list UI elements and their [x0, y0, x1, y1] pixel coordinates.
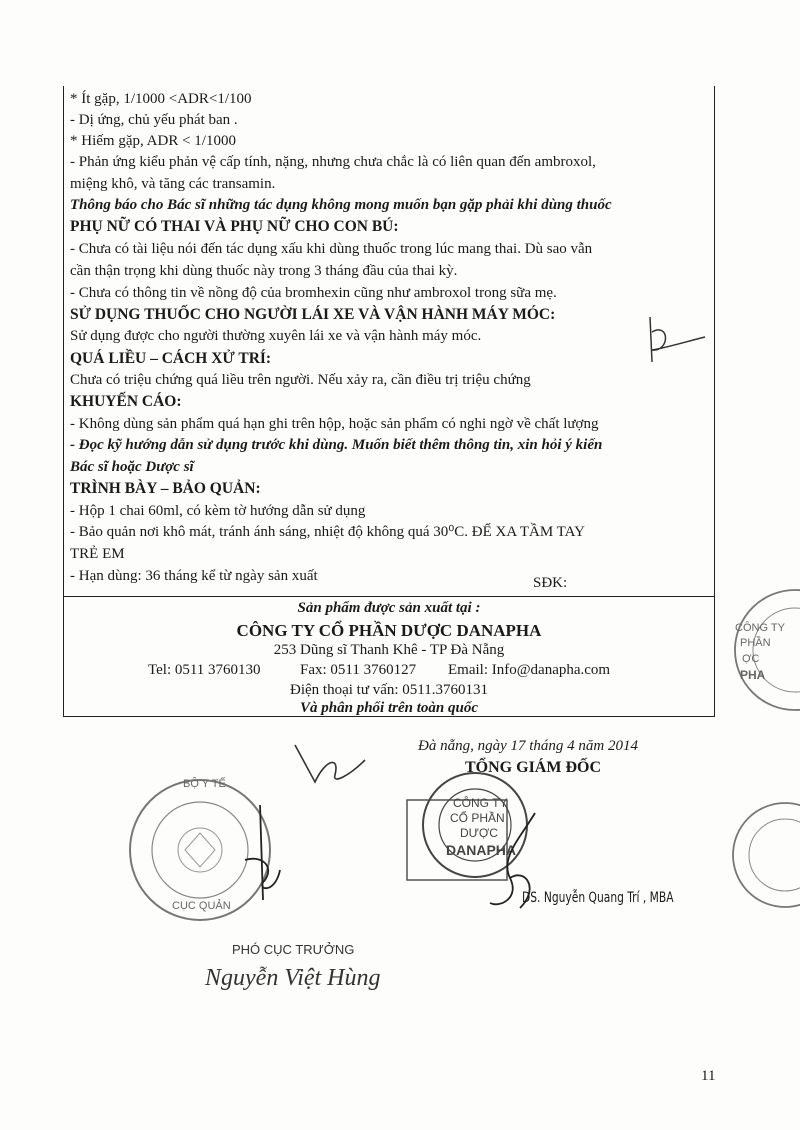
company-hotline: Điện thoại tư vấn: 0511.3760131 — [290, 682, 488, 698]
company-tel: Tel: 0511 3760130 — [148, 662, 261, 678]
body-text-line: TRẺ EM — [70, 546, 125, 562]
signing-title: TỔNG GIÁM ĐỐC — [465, 759, 601, 776]
body-text-line: - Đọc kỹ hướng dẫn sử dụng trước khi dùng. Muốn biết thêm thông tin, xin hỏi ý kiến — [70, 437, 603, 453]
right-stamp-line3: ỢC — [742, 653, 760, 665]
body-text-line: - Dị ứng, chủ yếu phát ban . — [70, 112, 238, 128]
body-text-line: Chưa có triệu chứng quá liều trên người. Nếu xảy ra, cần điều trị triệu chứng — [70, 372, 531, 388]
section-heading: PHỤ NỮ CÓ THAI VÀ PHỤ NỮ CHO CON BÚ: — [70, 218, 399, 235]
registration-label: SĐK: — [533, 575, 568, 591]
body-text-line: - Chưa có tài liệu nói đến tác dụng xấu khi dùng thuốc trong lúc mang thai. Dù sao vẫn — [70, 241, 593, 257]
company-email: Email: Info@danapha.com — [448, 662, 611, 678]
director-signature — [480, 808, 550, 918]
body-text-line: - Phản ứng kiểu phản vệ cấp tính, nặng, nhưng chưa chắc là có liên quan đến ambroxol, — [70, 154, 596, 170]
body-text-line: - Không dùng sản phẩm quá hạn ghi trên hộp, hoặc sản phẩm có nghi ngờ về chất lượng — [70, 416, 599, 432]
page-number: 11 — [701, 1068, 716, 1084]
ministry-signature — [235, 800, 285, 910]
section-divider — [63, 596, 715, 597]
company-stamp-line1: CÔNG TY — [453, 796, 508, 810]
initial-signature-mark — [640, 312, 710, 372]
body-text-line: Sử dụng được cho người thường xuyên lái xe và vận hành máy móc. — [70, 328, 482, 344]
right-edge-stamp — [715, 585, 800, 715]
company-address: 253 Dũng sĩ Thanh Khê - TP Đà Nẵng — [273, 642, 505, 658]
manufacturer-intro: Sản phẩm được sản xuất tại : — [297, 600, 481, 616]
body-text-line: Thông báo cho Bác sĩ những tác dụng không mong muốn bạn gặp phải khi dùng thuốc — [70, 197, 612, 213]
distribution-note: Và phân phối trên toàn quốc — [300, 700, 478, 716]
body-text-line: cần thận trọng khi dùng thuốc này trong 3 tháng đầu của thai kỳ. — [70, 263, 458, 279]
right-lower-stamp — [690, 800, 800, 910]
body-text-line: * Hiếm gặp, ADR < 1/1000 — [70, 133, 236, 149]
right-stamp-line1: CÔNG TY — [735, 622, 785, 634]
body-text-line: * Ít gặp, 1/1000 <ADR<1/100 — [70, 91, 252, 107]
body-text-line: - Hạn dùng: 36 tháng kể từ ngày sản xuất — [70, 568, 318, 584]
company-fax: Fax: 0511 3760127 — [300, 662, 417, 678]
ministry-stamp-bottom: CỤC QUẢN — [172, 900, 231, 912]
ministry-signature-name: Nguyễn Việt Hùng — [205, 965, 381, 991]
company-name: CÔNG TY CỔ PHẦN DƯỢC DANAPHA — [236, 621, 542, 640]
body-text-line: miệng khô, và tăng các transamin. — [70, 176, 276, 192]
section-heading: TRÌNH BÀY – BẢO QUẢN: — [70, 480, 261, 497]
signing-date: Đà nẵng, ngày 17 tháng 4 năm 2014 — [418, 738, 638, 754]
handwritten-check-mark — [290, 740, 370, 790]
section-heading: KHUYẾN CÁO: — [70, 393, 182, 410]
section-heading: SỬ DỤNG THUỐC CHO NGƯỜI LÁI XE VÀ VẬN HÀNH MÁY MÓC: — [70, 306, 556, 323]
section-heading: QUÁ LIỀU – CÁCH XỬ TRÍ: — [70, 350, 272, 367]
company-stamp-line3: DƯỢC — [460, 826, 498, 840]
ministry-stamp-top: BỘ Y TẾ — [183, 778, 226, 790]
signer-name: DS. Nguyễn Quang Trí , MBA — [522, 890, 674, 906]
body-text-line: Bác sĩ hoặc Dược sĩ — [70, 459, 194, 475]
right-stamp-line4: PHA — [740, 668, 766, 682]
body-text-line: - Bảo quản nơi khô mát, tránh ánh sáng, nhiệt độ không quá 30⁰C. ĐỂ XA TẦM TAY — [70, 524, 585, 540]
body-text-line: - Chưa có thông tin về nồng độ của bromhexin cũng như ambroxol trong sữa mẹ. — [70, 285, 557, 301]
right-stamp-line2: PHẦN — [740, 637, 771, 649]
company-stamp-line2: CỔ PHẦN — [450, 811, 505, 825]
company-stamp-line4: DANAPHA — [446, 842, 516, 858]
body-text-line: - Hộp 1 chai 60ml, có kèm tờ hướng dẫn sử dụng — [70, 503, 366, 519]
ministry-title: PHÓ CỤC TRƯỞNG — [232, 942, 355, 957]
